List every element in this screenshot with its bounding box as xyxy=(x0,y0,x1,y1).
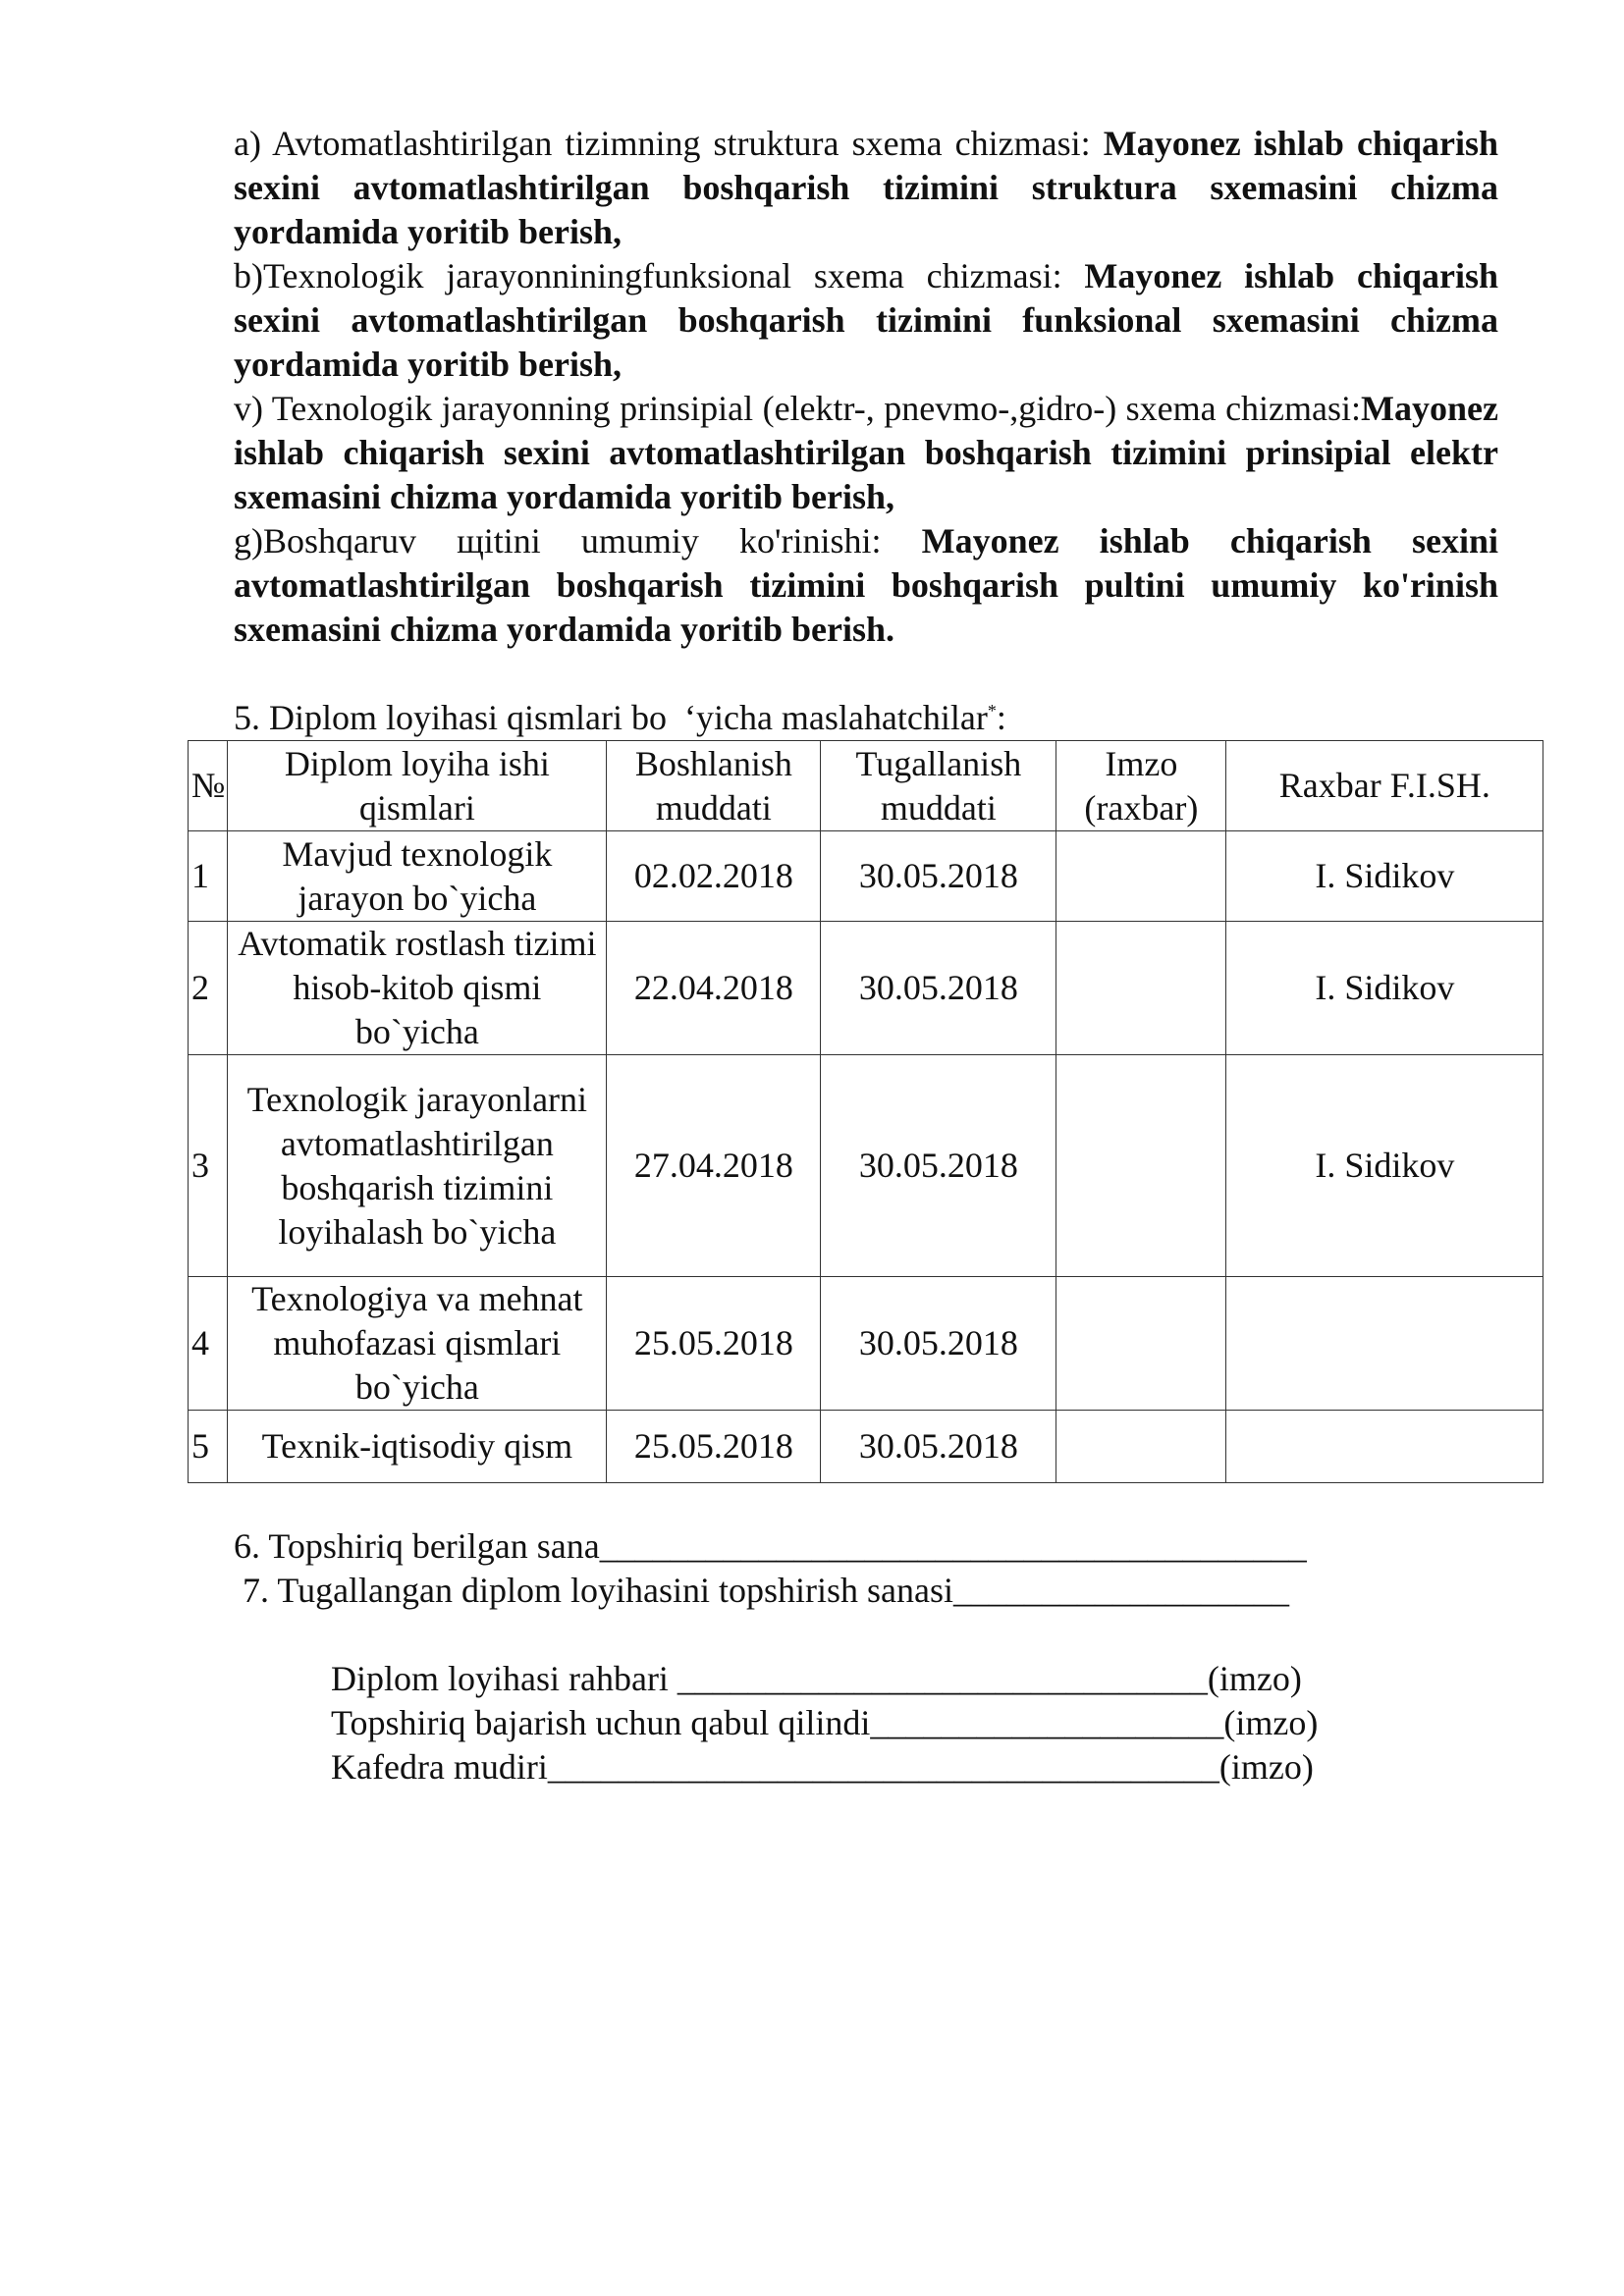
section-5-heading: 5. Diplom loyihasi qismlari bo ʻyicha maslahatchilar*: xyxy=(234,698,1006,737)
row-number: 5 xyxy=(189,1411,228,1483)
row-start: 25.05.2018 xyxy=(607,1277,821,1411)
row-leader: I. Sidikov xyxy=(1226,1055,1543,1277)
submit-date-line: 7. Tugallangan diplom loyihasini topshirish sanasi___________________ xyxy=(234,1571,1290,1610)
row-part: Texnologik jarayonlarni avtomatlashtirilgan boshqarish tizimini loyihalash bo`yicha xyxy=(228,1055,607,1277)
row-start: 22.04.2018 xyxy=(607,922,821,1055)
row-number: 4 xyxy=(189,1277,228,1411)
row-signature xyxy=(1056,1277,1226,1411)
accepted-signature-line: Topshiriq bajarish uchun qabul qilindi____________________(imzo) xyxy=(331,1703,1319,1742)
row-signature xyxy=(1056,1411,1226,1483)
row-end: 30.05.2018 xyxy=(821,831,1056,922)
header-leader: Raxbar F.I.SH. xyxy=(1226,741,1543,831)
supervisor-signature-line: Diplom loyihasi rahbari ______________________________(imzo) xyxy=(331,1659,1302,1698)
row-end: 30.05.2018 xyxy=(821,1055,1056,1277)
row-start: 25.05.2018 xyxy=(607,1411,821,1483)
header-signature: Imzo (raxbar) xyxy=(1056,741,1226,831)
row-leader xyxy=(1226,1411,1543,1483)
row-signature xyxy=(1056,831,1226,922)
row-part: Avtomatik rostlash tizimi hisob-kitob qismi bo`yicha xyxy=(228,922,607,1055)
row-end: 30.05.2018 xyxy=(821,922,1056,1055)
task-list xyxy=(234,122,1498,652)
row-number: 3 xyxy=(189,1055,228,1277)
header-number: № xyxy=(189,741,228,831)
header-end: Tugallanish muddati xyxy=(821,741,1056,831)
header-part: Diplom loyiha ishi qismlari xyxy=(228,741,607,831)
row-part: Mavjud texnologik jarayon bo`yicha xyxy=(228,831,607,922)
table-header-row xyxy=(189,741,1543,831)
row-end: 30.05.2018 xyxy=(821,1411,1056,1483)
table-row xyxy=(189,1277,1543,1411)
given-date-line: 6. Topshiriq berilgan sana________________________________________ xyxy=(234,1526,1307,1566)
table-row xyxy=(189,1411,1543,1483)
row-number: 2 xyxy=(189,922,228,1055)
task-a: a) Avtomatlashtirilgan tizimning struktura sxema chizmasi: Mayonez ishlab chiqarish sexini avtomatlashtirilgan boshqarish tizimini struktura sxemasini chizma yordamida yoritib berish, xyxy=(234,124,1498,251)
table-row xyxy=(189,1055,1543,1277)
table-row xyxy=(189,831,1543,922)
row-part: Texnik-iqtisodiy qism xyxy=(228,1411,607,1483)
row-start: 02.02.2018 xyxy=(607,831,821,922)
task-v: v) Texnologik jarayonning prinsipial (elektr-, pnevmo-,gidro-) sxema chizmasi:Mayonez ishlab chiqarish sexini avtomatlashtirilgan boshqarish tizimini prinsipial elektr sxemasini chizma yordamida yoritib berish, xyxy=(234,389,1498,516)
row-number: 1 xyxy=(189,831,228,922)
row-signature xyxy=(1056,1055,1226,1277)
head-signature-line: Kafedra mudiri______________________________________(imzo) xyxy=(331,1747,1314,1787)
consultants-table xyxy=(188,740,1543,1483)
row-signature xyxy=(1056,922,1226,1055)
task-b: b)Texnologik jarayonniningfunksional sxema chizmasi: Mayonez ishlab chiqarish sexini avtomatlashtirilgan boshqarish tizimini funksional sxemasini chizma yordamida yoritib berish, xyxy=(234,256,1498,384)
row-leader: I. Sidikov xyxy=(1226,922,1543,1055)
row-leader xyxy=(1226,1277,1543,1411)
header-start: Boshlanish muddati xyxy=(607,741,821,831)
row-end: 30.05.2018 xyxy=(821,1277,1056,1411)
row-start: 27.04.2018 xyxy=(607,1055,821,1277)
task-g: g)Boshqaruv щitini umumiy ko'rinishi: Mayonez ishlab chiqarish sexini avtomatlashtirilgan boshqarish tizimini boshqarish pultini umumiy ko'rinish sxemasini chizma yordamida yoritib berish. xyxy=(234,521,1499,649)
row-leader: I. Sidikov xyxy=(1226,831,1543,922)
table-row xyxy=(189,922,1543,1055)
row-part: Texnologiya va mehnat muhofazasi qismlari bo`yicha xyxy=(228,1277,607,1411)
